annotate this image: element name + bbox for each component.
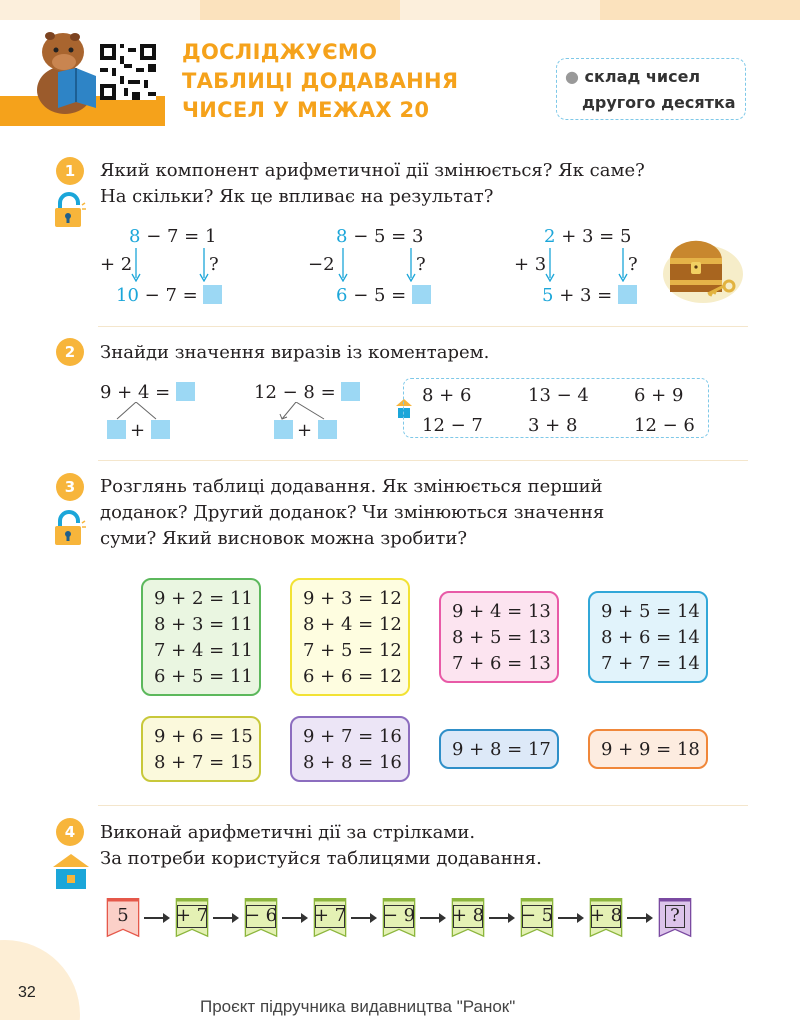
- chain-arrow: [213, 917, 237, 919]
- chain-start: 5: [103, 898, 143, 944]
- answer-square[interactable]: [176, 382, 195, 401]
- addition-table: 9 + 9 = 18: [588, 729, 708, 769]
- chain-arrow: [144, 917, 168, 919]
- chain-step: + 7: [172, 898, 212, 944]
- page-number: 32: [18, 984, 36, 1001]
- task-4-text: Виконай арифметичні дії за стрілками. За потреби користуйся таблицями додавання.: [100, 822, 542, 869]
- answer-square[interactable]: [203, 285, 222, 304]
- addition-table: 9 + 6 = 15 8 + 7 = 15: [141, 716, 261, 782]
- addition-table: 9 + 3 = 12 8 + 4 = 12 7 + 5 = 12 6 + 6 = 12: [290, 578, 410, 696]
- task-2-expression: 12 − 8 = +: [254, 382, 394, 442]
- top-stripe-2: [200, 0, 400, 20]
- top-stripe-3: [400, 0, 600, 20]
- chain-result[interactable]: ?: [655, 898, 695, 944]
- chain-step: − 5: [517, 898, 557, 944]
- capybara-mascot-icon: [30, 28, 100, 116]
- decomposition-square[interactable]: [318, 420, 337, 439]
- chain-arrow: [627, 917, 651, 919]
- addition-table: 9 + 5 = 14 8 + 6 = 14 7 + 7 = 14: [588, 591, 708, 683]
- answer-square[interactable]: [412, 285, 431, 304]
- chain-arrow: [282, 917, 306, 919]
- section-divider: [98, 326, 748, 327]
- publisher-footer: Проєкт підручника видавництва "Ранок": [200, 997, 516, 1016]
- answer-square[interactable]: [618, 285, 637, 304]
- task-2-expression: 9 + 4 = +: [100, 382, 220, 442]
- task-3-number: 3: [56, 473, 84, 501]
- task-3-text: Розглянь таблиці додавання. Як змінюється перший доданок? Другий доданок? Чи змінюються значення суми? Який висновок можна зробити?: [100, 476, 605, 549]
- qr-code-icon: [100, 44, 156, 100]
- chain-step: + 7: [310, 898, 350, 944]
- lesson-title: ДОСЛІДЖУЄМО ТАБЛИЦІ ДОДАВАННЯ ЧИСЕЛ У МЕЖАХ 20: [182, 40, 459, 122]
- chain-arrow: [558, 917, 582, 919]
- addition-table: 9 + 4 = 13 8 + 5 = 13 7 + 6 = 13: [439, 591, 559, 683]
- task-2-text: Знайди значення виразів із коментарем.: [100, 342, 490, 363]
- task-1-example: 2 + 3 = 5 + 3 ? 5 + 3 =: [514, 226, 638, 306]
- task-1-number: 1: [56, 157, 84, 185]
- chain-step: + 8: [586, 898, 626, 944]
- task-1-text: Який компонент арифметичної дії змінюється? Як саме? На скільки? Як це впливає на результат?: [100, 160, 645, 207]
- chain-arrow: [420, 917, 444, 919]
- task-1-example: 8 − 5 = 3 −2 ? 6 − 5 =: [306, 226, 446, 310]
- chain-step: + 8: [448, 898, 488, 944]
- section-divider: [98, 460, 748, 461]
- decomposition-square[interactable]: [151, 420, 170, 439]
- addition-table: 9 + 7 = 16 8 + 8 = 16: [290, 716, 410, 782]
- home-task-icon: [53, 853, 89, 891]
- answer-square[interactable]: [341, 382, 360, 401]
- decomposition-square[interactable]: [274, 420, 293, 439]
- task-4-number: 4: [56, 818, 84, 846]
- chain-arrow: [351, 917, 375, 919]
- lock-icon: [53, 510, 87, 546]
- task-2-number: 2: [56, 338, 84, 366]
- task-1-example: 8 − 7 = 1 + 2 ? 10 − 7 =: [98, 226, 238, 310]
- addition-table: 9 + 8 = 17: [439, 729, 559, 769]
- top-stripe-1: [0, 0, 200, 20]
- addition-table: 9 + 2 = 11 8 + 3 = 11 7 + 4 = 11 6 + 5 = 11: [141, 578, 261, 696]
- top-stripe-4: [600, 0, 800, 20]
- treasure-chest-icon: [662, 232, 744, 304]
- chain-arrow: [489, 917, 513, 919]
- decomposition-square[interactable]: [107, 420, 126, 439]
- chain-step: − 6: [241, 898, 281, 944]
- expression-grid: 8 + 6 13 − 4 6 + 9 12 − 7 3 + 8 12 − 6: [403, 378, 709, 438]
- section-divider: [98, 805, 748, 806]
- chain-step: − 9: [379, 898, 419, 944]
- page-corner: [0, 940, 80, 1020]
- lock-icon: [53, 192, 87, 228]
- note-bullet: ●: [565, 67, 579, 86]
- topic-note: ● склад чисел другого десятка: [556, 58, 746, 120]
